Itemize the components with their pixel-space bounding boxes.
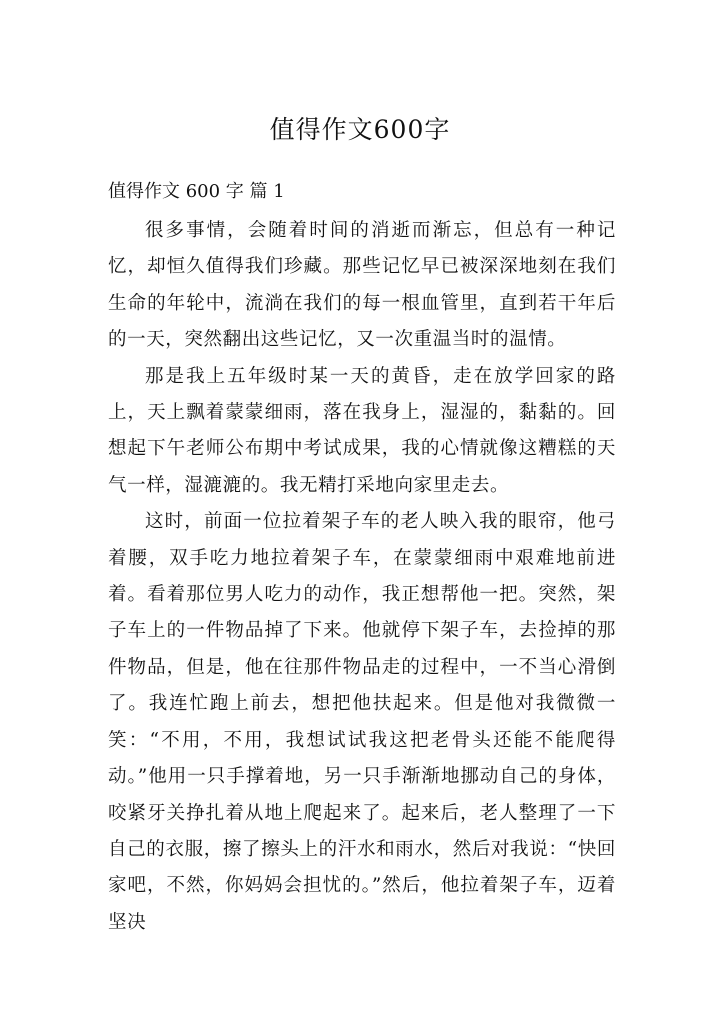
document-title: 值得作文600字 bbox=[269, 115, 451, 144]
section-heading: 值得作文 600 字 篇 1 bbox=[108, 181, 285, 202]
paragraph-2: 那是我上五年级时某一天的黄昏，走在放学回家的路上，天上飘着蒙蒙细雨，落在我身上，湿湿的，黏黏的。回想起下午老师公布期中考试成果，我的心情就像这糟糕的天气一样，湿漉漉的。我无精打采地向家里走去。 bbox=[108, 365, 616, 496]
paragraph-3: 这时，前面一位拉着架子车的老人映入我的眼帘，他弓着腰，双手吃力地拉着架子车，在蒙蒙细雨中艰难地前进着。看着那位男人吃力的动作，我正想帮他一把。突然，架子车上的一件物品掉了下来。他就停下架子车，去捡掉的那件物品，但是，他在往那件物品走的过程中，一不当心滑倒了。我连忙跑上前去，想把他扶起来。但是他对我微微一笑：“不用，不用，我想试试我这把老骨头还能不能爬得动。”他用一只手撑着地，另一只手渐渐地挪动自己的身体，咬紧牙关挣扎着从地上爬起来了。起来后，老人整理了一下自己的衣服，擦了擦头上的汗水和雨水，然后对我说：“快回家吧，不然，你妈妈会担忧的。”然后，他拉着架子车，迈着坚决 bbox=[108, 511, 616, 933]
document-body bbox=[108, 213, 616, 941]
paragraph-1: 很多事情，会随着时间的消逝而渐忘，但总有一种记忆，却恒久值得我们珍藏。那些记忆早已被深深地刻在我们生命的年轮中，流淌在我们的每一根血管里，直到若干年后的一天，突然翻出这些记忆，又一次重温当时的温情。 bbox=[108, 220, 616, 351]
